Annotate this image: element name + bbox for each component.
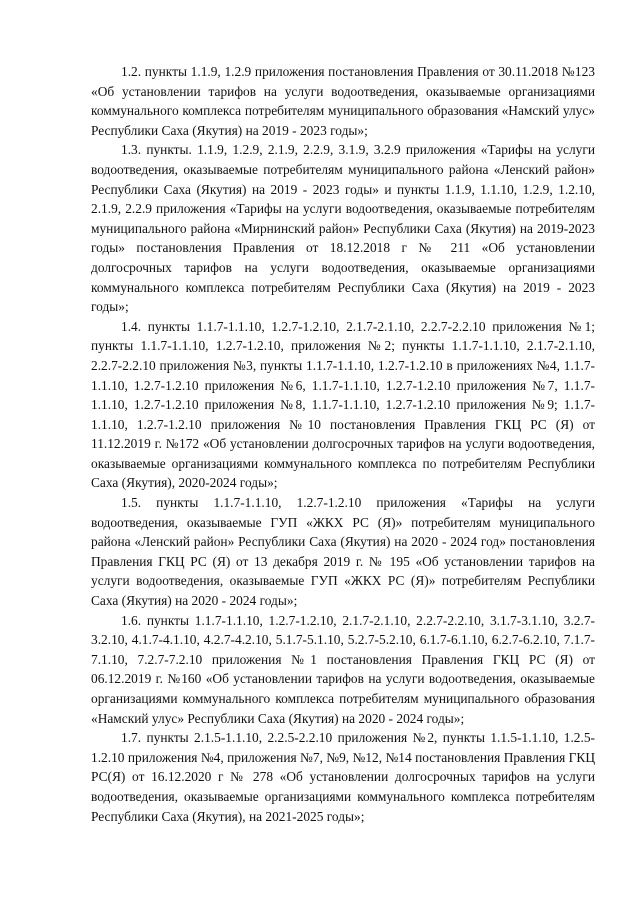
paragraph-1-7: 1.7. пункты 2.1.5-1.1.10, 2.2.5-2.2.10 приложения №2, пункты 1.1.5-1.1.10, 1.2.5-1.2.10 приложения №4, приложения №7, №9, №12, №14 постановления Правления ГКЦ РС(Я) от 16.12.2020 г № 278 «Об установлении долгосрочных тарифов на услуги водоотведения, оказываемые организациями коммунального комплекса потребителям Республики Саха (Якутия), на 2021-2025 годы»; — [91, 730, 595, 824]
paragraph-1-2: 1.2. пункты 1.1.9, 1.2.9 приложения постановления Правления от 30.11.2018 №123 «Об установлении тарифов на услуги водоотведения, оказываемые организациями коммунального комплекса потребителям муниципального образования «Намский улус» Республики Саха (Якутия) на 2019 - 2023 годы»; — [91, 64, 595, 138]
paragraph-1-5: 1.5. пункты 1.1.7-1.1.10, 1.2.7-1.2.10 приложения «Тарифы на услуги водоотведения, оказываемые ГУП «ЖКХ РС (Я)» потребителям муниципального района «Ленский район» Республики Саха (Якутия) на 2020 - 2024 год» постановления Правления ГКЦ РС (Я) от 13 декабря 2019 г. № 195 «Об установлении тарифов на услуги водоотведения, оказываемые ГУП «ЖКХ РС (Я)» потребителям Республики Саха (Якутия) на 2020 - 2024 годы»; — [91, 495, 595, 609]
document-page — [91, 62, 595, 826]
paragraph-1-3: 1.3. пункты. 1.1.9, 1.2.9, 2.1.9, 2.2.9, 3.1.9, 3.2.9 приложения «Тарифы на услуги водоотведения, оказываемые потребителям муниципального района «Ленский район» Республики Саха (Якутия) на 2019 - 2023 годы» и пункты 1.1.9, 1.1.10, 1.2.9, 1.2.10, 2.1.9, 2.2.9 приложения «Тарифы на услуги водоотведения, оказываемые потребителям муниципального района «Мирнинский район» Республики Саха (Якутия) на 2019-2023 годы» постановления Правления от 18.12.2018 г № 211 «Об установлении долгосрочных тарифов на услуги водоотведения, оказываемые организациями коммунального комплекса потребителям Республики Саха (Якутия) на 2019 - 2023 годы»; — [91, 142, 595, 315]
paragraph-1-4: 1.4. пункты 1.1.7-1.1.10, 1.2.7-1.2.10, 2.1.7-2.1.10, 2.2.7-2.2.10 приложения №1; пункты 1.1.7-1.1.10, 1.2.7-1.2.10, приложения №2; пункты 1.1.7-1.1.10, 2.1.7-2.1.10, 2.2.7-2.2.10 приложения №3, пункты 1.1.7-1.1.10, 1.2.7-1.2.10 в приложениях №4, 1.1.7-1.1.10, 1.2.7-1.2.10 приложения №6, 1.1.7-1.1.10, 1.2.7-1.2.10 приложения №7, 1.1.7-1.1.10, 1.2.7-1.2.10 приложения №8, 1.1.7-1.1.10, 1.2.7-1.2.10 приложения №9; 1.1.7-1.1.10, 1.2.7-1.2.10 приложения №10 постановления Правления ГКЦ РС (Я) от 11.12.2019 г. №172 «Об установлении долгосрочных тарифов на услуги водоотведения, оказываемые организациями коммунального комплекса по потребителям Республики Саха (Якутия), 2020-2024 годы»; — [91, 318, 595, 491]
paragraph-1-6: 1.6. пункты 1.1.7-1.1.10, 1.2.7-1.2.10, 2.1.7-2.1.10, 2.2.7-2.2.10, 3.1.7-3.1.10, 3.2.7-3.2.10, 4.1.7-4.1.10, 4.2.7-4.2.10, 5.1.7-5.1.10, 5.2.7-5.2.10, 6.1.7-6.1.10, 6.2.7-6.2.10, 7.1.7-7.1.10, 7.2.7-7.2.10 приложения №1 постановления Правления ГКЦ РС (Я) от 06.12.2019 г. №160 «Об установлении тарифов на услуги водоотведения, оказываемые организациями коммунального комплекса потребителям муниципального образования «Намский улус» Республики Саха (Якутия) на 2020 - 2024 годы»; — [91, 612, 595, 726]
